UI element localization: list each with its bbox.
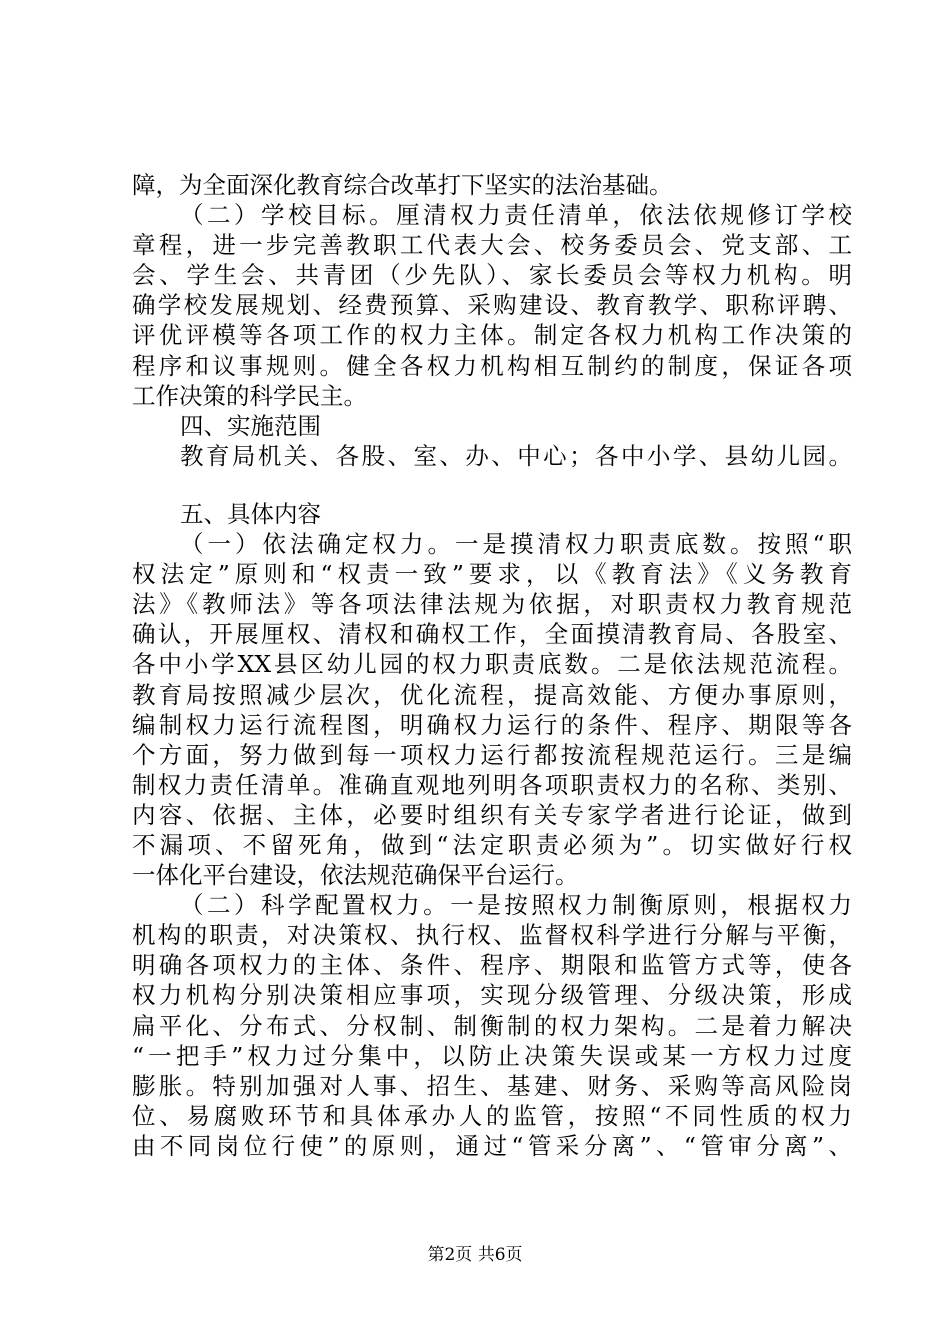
paragraph-line: 内容、依据、主体，必要时组织有关专家学者进行论证，做到: [132, 800, 852, 829]
document-body: [132, 170, 852, 1161]
paragraph-line: 由不同岗位行使”的原则，通过“管采分离”、“管审分离”、: [132, 1131, 852, 1160]
paragraph-line: 一体化平台建设，依法规范确保平台运行。: [132, 861, 579, 890]
paragraph-line: “一把手”权力过分集中，以防止决策失误或某一方权力过度: [132, 1041, 852, 1070]
paragraph-line: 制权力责任清单。准确直观地列明各项职责权力的名称、类别、: [132, 770, 852, 799]
paragraph-line: （二）科学配置权力。一是按照权力制衡原则，根据权力: [180, 891, 852, 920]
paragraph-line: 权法定”原则和“权责一致”要求，以《教育法》《义务教育: [132, 560, 852, 589]
paragraph-line: 编制权力运行流程图，明确权力运行的条件、程序、期限等各: [132, 710, 852, 739]
paragraph-line: 教育局机关、各股、室、办、中心；各中小学、县幼儿园。: [180, 441, 852, 470]
blank-line: [132, 471, 852, 499]
paragraph-line: 个方面，努力做到每一项权力运行都按流程规范运行。三是编: [132, 740, 852, 769]
paragraph-line: 不漏项、不留死角，做到“法定职责必须为”。切实做好行权: [132, 830, 852, 859]
section-heading: 四、实施范围: [180, 411, 321, 440]
paragraph-line: 评优评模等各项工作的权力主体。制定各权力机构工作决策的: [132, 321, 852, 350]
paragraph-line: 确学校发展规划、经费预算、采购建设、教育教学、职称评聘、: [132, 291, 852, 320]
paragraph-line: （一）依法确定权力。一是摸清权力职责底数。按照“职: [180, 530, 852, 559]
paragraph-line: 障，为全面深化教育综合改革打下坚实的法治基础。: [132, 171, 673, 199]
page-number: 第2页 共6页: [427, 1245, 523, 1265]
paragraph-line: 各中小学XX县区幼儿园的权力职责底数。二是依法规范流程。: [132, 650, 852, 679]
paragraph-line: 确认，开展厘权、清权和确权工作，全面摸清教育局、各股室、: [132, 620, 852, 649]
paragraph-line: 机构的职责，对决策权、执行权、监督权科学进行分解与平衡，: [132, 921, 852, 950]
paragraph-line: 膨胀。特别加强对人事、招生、基建、财务、采购等高风险岗: [132, 1071, 852, 1100]
paragraph-line: 会、学生会、共青团（少先队）、家长委员会等权力机构。明: [132, 261, 852, 290]
page-footer: [0, 1244, 950, 1266]
paragraph-line: （二）学校目标。厘清权力责任清单，依法依规修订学校: [180, 201, 852, 230]
paragraph-line: 权力机构分别决策相应事项，实现分级管理、分级决策，形成: [132, 981, 852, 1010]
paragraph-line: 法》《教师法》等各项法律法规为依据，对职责权力教育规范: [132, 590, 852, 619]
paragraph-line: 程序和议事规则。健全各权力机构相互制约的制度，保证各项: [132, 351, 852, 380]
paragraph-line: 位、易腐败环节和具体承办人的监管，按照“不同性质的权力: [132, 1101, 852, 1130]
paragraph-line: 工作决策的科学民主。: [132, 381, 367, 410]
paragraph-line: 教育局按照减少层次，优化流程，提高效能、方便办事原则，: [132, 680, 852, 709]
paragraph-line: 扁平化、分布式、分权制、制衡制的权力架构。二是着力解决: [132, 1011, 852, 1040]
section-heading: 五、具体内容: [180, 499, 321, 528]
paragraph-line: 明确各项权力的主体、条件、程序、期限和监管方式等，使各: [132, 951, 852, 980]
paragraph-line: 章程，进一步完善教职工代表大会、校务委员会、党支部、工: [132, 231, 852, 260]
